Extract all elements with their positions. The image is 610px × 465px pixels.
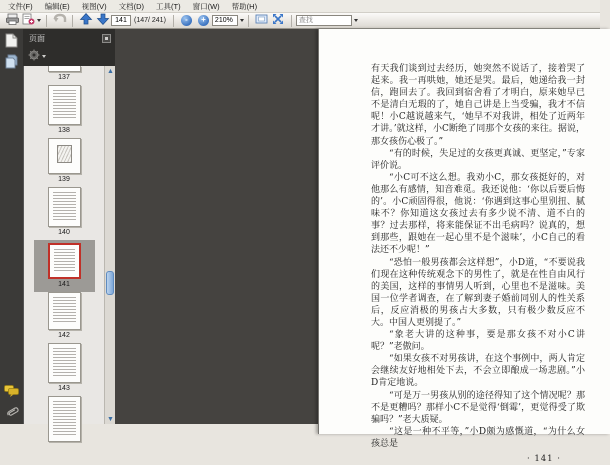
thumbnail-label: 142 bbox=[58, 332, 70, 339]
thumbnail-figure bbox=[57, 145, 72, 163]
thumbnail-text-lines bbox=[53, 348, 76, 376]
fit-page-button[interactable] bbox=[271, 14, 286, 28]
previous-page-button[interactable] bbox=[78, 14, 93, 28]
navigation-tab-strip bbox=[0, 29, 23, 424]
paragraph-7: “这是一种不平等，”小D颇为感慨道，“为什么女孩总是 bbox=[371, 426, 585, 449]
menu-item-1[interactable]: 编辑(E) bbox=[44, 1, 70, 11]
thumbnail-142[interactable] bbox=[48, 292, 81, 343]
thumbnail-label: 141 bbox=[58, 281, 70, 288]
export-button[interactable] bbox=[22, 14, 41, 28]
thumbnail-label: 137 bbox=[58, 74, 70, 81]
menu-item-4[interactable]: 工具(T) bbox=[156, 1, 181, 11]
paragraph-4: “象老大讲的这种事，要是那女孩不对小C讲呢？”老傲问。 bbox=[371, 330, 585, 353]
print-button[interactable] bbox=[5, 14, 20, 28]
attachments-panel-icon bbox=[6, 404, 18, 423]
fit-page-icon bbox=[272, 12, 284, 30]
scroll-down-icon[interactable]: ▼ bbox=[107, 415, 114, 423]
thumbnail-text-lines bbox=[53, 90, 76, 118]
scrollbar-thumb[interactable] bbox=[106, 271, 114, 295]
next-page-button[interactable] bbox=[95, 14, 110, 28]
pages-panel-icon bbox=[5, 33, 18, 53]
zoom-out-icon: - bbox=[181, 15, 192, 26]
zoom-level-input[interactable] bbox=[212, 15, 238, 26]
menu-item-6[interactable]: 帮助(H) bbox=[231, 1, 258, 11]
comments-panel-icon bbox=[4, 384, 19, 402]
scroll-up-icon[interactable]: ▲ bbox=[107, 67, 114, 75]
thumbnail-text-lines bbox=[53, 192, 76, 220]
thumbnail-text-lines bbox=[53, 297, 76, 323]
thumbnail-page-image[interactable] bbox=[48, 187, 81, 227]
previous-view-icon bbox=[53, 12, 67, 30]
panel-menu-button[interactable] bbox=[102, 34, 111, 43]
main-area bbox=[0, 29, 600, 464]
paragraph-1: “有的时候，失足过的女孩更真诚、更坚定，”专家评价说。 bbox=[371, 148, 585, 171]
thumbnail-138[interactable] bbox=[48, 85, 81, 138]
paragraph-2: “小C可不这么想。我劝小C，那女孩挺好的，对他那么有感情，知音难觅。我还说他：‘你以后要后悔的’。小C顽固得很，他说：‘你遇到这事心里别扭、腻味不？你知道这女孩过去有多少说不清、道不白的事？过去那样，将来能保证不出毛病吗？说真的，想到那些，跟她在一起心里不是个滋味’，小C自己的看法还不少呢！” bbox=[371, 172, 585, 256]
thumbnail-page-image[interactable] bbox=[48, 343, 81, 383]
actual-size-button[interactable] bbox=[254, 14, 269, 28]
thumbnail-page-image[interactable] bbox=[48, 292, 81, 330]
document-pane[interactable] bbox=[115, 29, 600, 464]
previous-page-icon bbox=[80, 12, 92, 30]
toolbar-separator bbox=[173, 15, 174, 27]
zoom-out-button[interactable] bbox=[179, 14, 194, 28]
export-icon bbox=[22, 12, 35, 30]
menu-item-0[interactable]: 文件(F) bbox=[8, 1, 33, 11]
zoom-in-icon: + bbox=[198, 15, 209, 26]
paragraph-3: “恐怕一般男孩都会这样想”，小D道，“不要说我们现在这种传统观念下的男性了，就是在性自由风行的美国，这样的事情男人听到，心里也不是滋味。美国一位学者调查，在了解到妻子婚前同别人的性关系后，反应消极的男孩占大多数，只有极少数反应不大。中国人更别提了。” bbox=[371, 257, 585, 328]
zoom-in-button[interactable] bbox=[196, 14, 211, 28]
thumbnail-list bbox=[24, 66, 104, 424]
layers-panel-icon bbox=[5, 54, 18, 74]
thumbnail-label: 140 bbox=[58, 229, 70, 236]
paragraph-6: “可是万一男孩从别的途径得知了这个情况呢？那不是更糟吗？那样小C不是觉得‘倒霉’，更觉得受了欺骗吗？”老大质疑。 bbox=[371, 390, 585, 425]
thumbnail-label: 143 bbox=[58, 385, 70, 392]
document-page bbox=[318, 29, 610, 464]
pages-panel-header bbox=[23, 29, 115, 47]
thumbnail-139[interactable] bbox=[48, 138, 81, 187]
find-input[interactable] bbox=[296, 15, 352, 26]
thumbnail-text-lines bbox=[54, 249, 75, 271]
thumbnail-options-dropdown-icon[interactable] bbox=[42, 55, 46, 58]
export-dropdown-icon[interactable] bbox=[37, 19, 41, 22]
thumbnail-140[interactable] bbox=[48, 187, 81, 240]
thumbnail-137[interactable] bbox=[48, 66, 81, 85]
thumbnail-141[interactable] bbox=[34, 240, 95, 292]
toolbar-separator bbox=[248, 15, 249, 27]
attachments-tab[interactable] bbox=[3, 405, 20, 422]
thumbnail-143[interactable] bbox=[48, 343, 81, 396]
page-number-label: · 141 · bbox=[526, 454, 561, 464]
thumbnail-partial[interactable] bbox=[48, 396, 81, 442]
panel-title: 页面 bbox=[29, 33, 45, 43]
thumbnail-text-lines bbox=[53, 401, 76, 435]
thumbnail-options-icon[interactable] bbox=[28, 48, 40, 66]
page-number-input[interactable] bbox=[111, 15, 131, 26]
toolbar-separator bbox=[291, 15, 292, 27]
thumbnail-page-image[interactable] bbox=[48, 85, 81, 125]
thumbnail-page-image[interactable] bbox=[48, 396, 81, 442]
thumbnail-scrollbar[interactable] bbox=[104, 66, 115, 424]
page-text bbox=[371, 63, 585, 465]
pages-tab[interactable] bbox=[3, 34, 20, 51]
layers-tab[interactable] bbox=[3, 55, 20, 72]
menu-item-3[interactable]: 文档(D) bbox=[118, 1, 144, 11]
thumbnail-label: 138 bbox=[58, 127, 70, 134]
toolbar bbox=[0, 13, 600, 29]
toolbar-separator bbox=[72, 15, 73, 27]
paragraph-0: 有天我们谈到过去经历，她突然不说话了，接着哭了起来。我一再哄她，她还是哭。最后，她递给我一封信，跑回去了。我回到宿舍看了才明白，原来她早已不是清白无瑕的了，她自己讲是上当受骗，我才不信呢！小C越说越来气，‘她早不对我讲，相处了近两年才讲。’就这样，小C断绝了同那个女孩的来往。据说，那女孩伤心极了。” bbox=[371, 64, 585, 147]
actual-size-icon bbox=[255, 12, 268, 30]
toolbar-separator bbox=[46, 15, 47, 27]
pages-panel bbox=[23, 29, 115, 424]
thumbnail-label: 139 bbox=[58, 176, 70, 183]
comments-tab[interactable] bbox=[3, 384, 20, 401]
previous-view-button[interactable] bbox=[52, 14, 67, 28]
zoom-dropdown-icon[interactable] bbox=[240, 19, 244, 22]
panel-options-row bbox=[23, 47, 115, 66]
menu-item-5[interactable]: 窗口(W) bbox=[192, 1, 220, 11]
paragraph-5: “如果女孩不对男孩讲，在这个事例中，两人肯定会继续友好地相处下去，不会立即酿成一场悲剧。”小D肯定地说。 bbox=[371, 354, 585, 389]
next-page-icon bbox=[97, 12, 109, 30]
print-icon bbox=[6, 12, 19, 30]
thumbnail-page-image[interactable] bbox=[48, 138, 81, 174]
page-count-label: (147/ 241) bbox=[134, 17, 166, 24]
menu-item-2[interactable]: 视图(V) bbox=[81, 1, 107, 11]
thumbnail-page-image[interactable] bbox=[48, 243, 81, 279]
thumbnail-pane bbox=[23, 66, 115, 424]
thumbnail-page-image[interactable] bbox=[48, 66, 81, 72]
find-dropdown-icon[interactable] bbox=[354, 19, 358, 22]
